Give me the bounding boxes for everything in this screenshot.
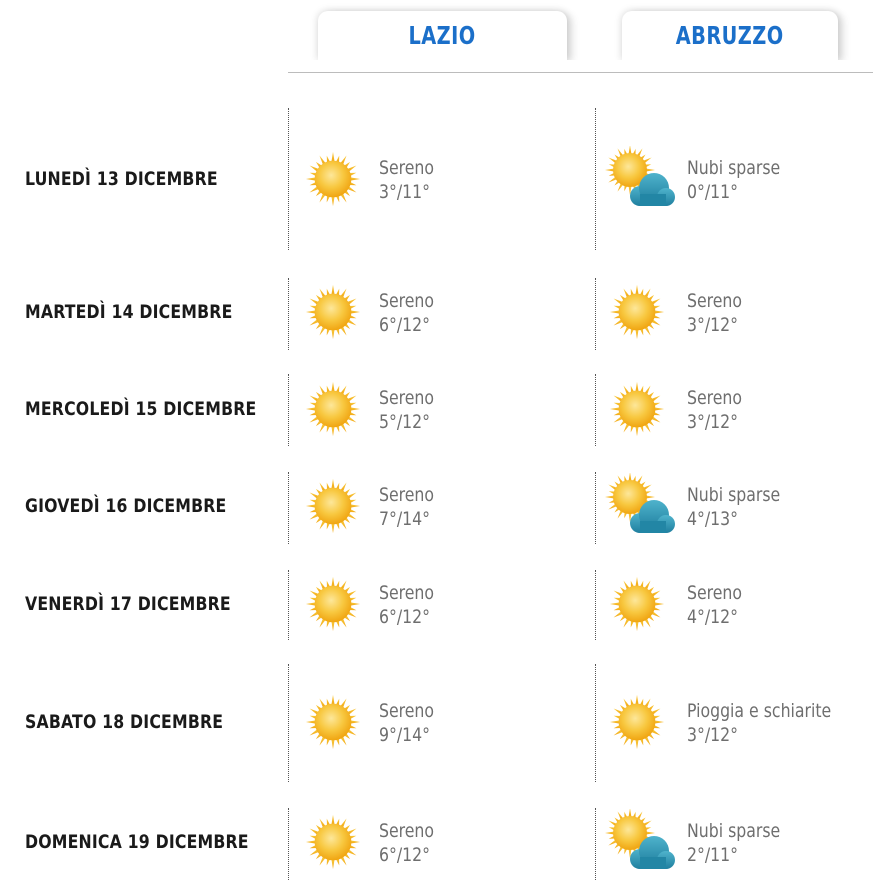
sun-icon [304,150,362,212]
tab-lazio-label: LAZIO [408,21,477,50]
tab-abruzzo-label: ABRUZZO [676,21,784,50]
sun-icon [304,380,362,442]
condition-text: Sereno [379,484,435,506]
condition-text: Nubi sparse [687,484,781,506]
column-divider [595,472,596,544]
column-divider [288,374,289,446]
sun-icon [608,575,666,637]
temperature-range: 4°/13° [687,508,739,530]
column-divider [595,664,596,782]
condition-text: Sereno [379,387,435,409]
sun-icon [304,813,362,875]
column-divider [595,108,596,250]
partly-cloudy-icon [604,146,676,214]
condition-text: Sereno [379,700,435,722]
day-label: MERCOLEDÌ 15 DICEMBRE [25,398,257,420]
temperature-range: 6°/12° [379,606,431,628]
column-divider [288,664,289,782]
condition-text: Sereno [379,290,435,312]
day-label: SABATO 18 DICEMBRE [25,711,224,733]
temperature-range: 3°/11° [379,181,431,203]
temperature-range: 6°/12° [379,314,431,336]
sun-icon [304,283,362,345]
sun-icon [608,693,666,755]
column-divider [288,278,289,350]
column-divider [595,278,596,350]
condition-text: Sereno [379,157,435,179]
partly-cloudy-icon [604,809,676,877]
temperature-range: 5°/12° [379,411,431,433]
temperature-range: 9°/14° [379,724,431,746]
condition-text: Sereno [687,582,743,604]
day-label: MARTEDÌ 14 DICEMBRE [25,301,233,323]
condition-text: Sereno [687,387,743,409]
column-divider [288,472,289,544]
temperature-range: 3°/12° [687,314,739,336]
temperature-range: 7°/14° [379,508,431,530]
condition-text: Sereno [687,290,743,312]
temperature-range: 0°/11° [687,181,739,203]
tab-lazio[interactable] [318,11,567,60]
condition-text: Nubi sparse [687,157,781,179]
sun-icon [304,477,362,539]
temperature-range: 3°/12° [687,411,739,433]
tab-abruzzo[interactable] [622,11,838,60]
column-divider [288,108,289,250]
temperature-range: 2°/11° [687,844,739,866]
column-divider [288,808,289,880]
condition-text: Sereno [379,582,435,604]
day-label: VENERDÌ 17 DICEMBRE [25,593,231,615]
day-label: DOMENICA 19 DICEMBRE [25,831,249,853]
condition-text: Pioggia e schiarite [687,700,832,722]
day-label: LUNEDÌ 13 DICEMBRE [25,168,218,190]
partly-cloudy-icon [604,473,676,541]
sun-icon [304,575,362,637]
day-label: GIOVEDÌ 16 DICEMBRE [25,495,227,517]
temperature-range: 6°/12° [379,844,431,866]
temperature-range: 4°/12° [687,606,739,628]
header-divider [288,72,873,73]
column-divider [595,374,596,446]
column-divider [288,570,289,640]
column-divider [595,570,596,640]
temperature-range: 3°/12° [687,724,739,746]
condition-text: Sereno [379,820,435,842]
condition-text: Nubi sparse [687,820,781,842]
column-divider [595,808,596,880]
sun-icon [304,693,362,755]
sun-icon [608,380,666,442]
sun-icon [608,283,666,345]
